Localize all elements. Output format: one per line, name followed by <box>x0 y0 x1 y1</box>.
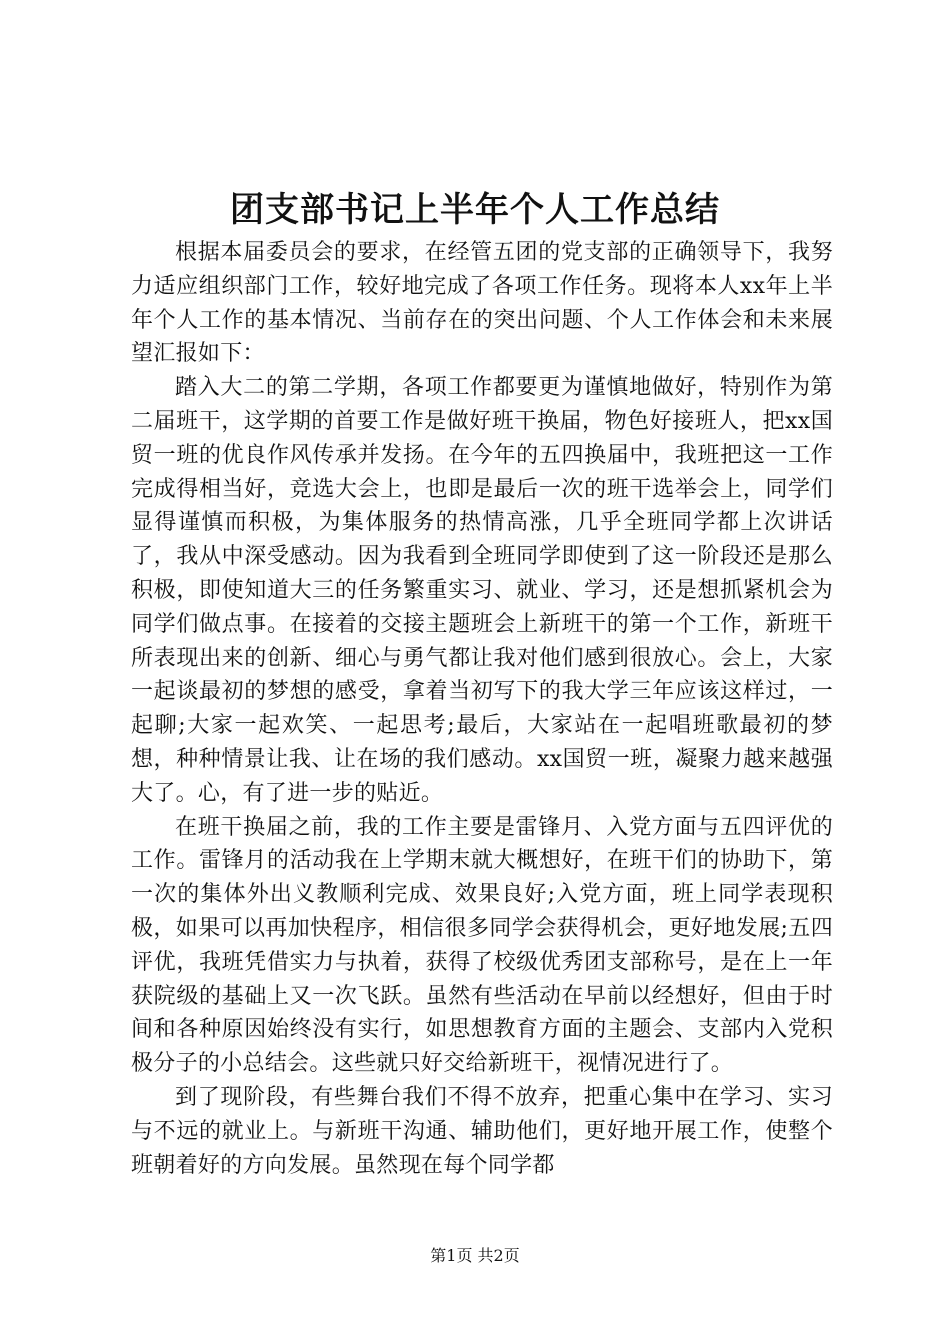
paragraph-1: 根据本届委员会的要求，在经管五团的党支部的正确领导下，我努力适应组织部门工作，较好地完成了各项工作任务。现将本人xx年上半年个人工作的基本情况、当前存在的突出问题、个人工作体会和未来展望汇报如下： <box>131 240 833 367</box>
page-number-footer: 第1页 共2页 <box>430 1246 520 1265</box>
document-body <box>131 236 833 1182</box>
paragraph-4: 到了现阶段，有些舞台我们不得不放弃，把重心集中在学习、实习与不远的就业上。与新班干沟通、辅助他们，更好地开展工作，使整个班朝着好的方向发展。虽然现在每个同学都 <box>131 1084 833 1178</box>
document-title: 团支部书记上半年个人工作总结 <box>230 190 720 230</box>
paragraph-2: 踏入大二的第二学期，各项工作都要更为谨慎地做好，特别作为第二届班干，这学期的首要工作是做好班干换届，物色好接班人，把xx国贸一班的优良作风传承并发扬。在今年的五四换届中，我班把这一工作完成得相当好，竞选大会上，也即是最后一次的班干选举会上，同学们显得谨慎而积极，为集体服务的热情高涨，几乎全班同学都上次讲话了，我从中深受感动。因为我看到全班同学即使到了这一阶段还是那么积极，即使知道大三的任务繁重实习、就业、学习，还是想抓紧机会为同学们做点事。在接着的交接主题班会上新班干的第一个工作，新班干所表现出来的创新、细心与勇气都让我对他们感到很放心。会上，大家一起谈最初的梦想的感受，拿着当初写下的我大学三年应该这样过，一起聊;大家一起欢笑、一起思考;最后，大家站在一起唱班歌最初的梦想，种种情景让我、让在场的我们感动。xx国贸一班，凝聚力越来越强大了。心，有了进一步的贴近。 <box>131 375 833 806</box>
paragraph-3: 在班干换届之前，我的工作主要是雷锋月、入党方面与五四评优的工作。雷锋月的活动我在上学期末就大概想好，在班干们的协助下，第一次的集体外出义教顺利完成、效果良好;入党方面，班上同学表现积极，如果可以再加快程序，相信很多同学会获得机会，更好地发展;五四评优，我班凭借实力与执着，获得了校级优秀团支部称号，是在上一年获院级的基础上又一次飞跃。虽然有些活动在早前以经想好，但由于时间和各种原因始终没有实行，如思想教育方面的主题会、支部内入党积极分子的小总结会。这些就只好交给新班干，视情况进行了。 <box>131 814 833 1077</box>
